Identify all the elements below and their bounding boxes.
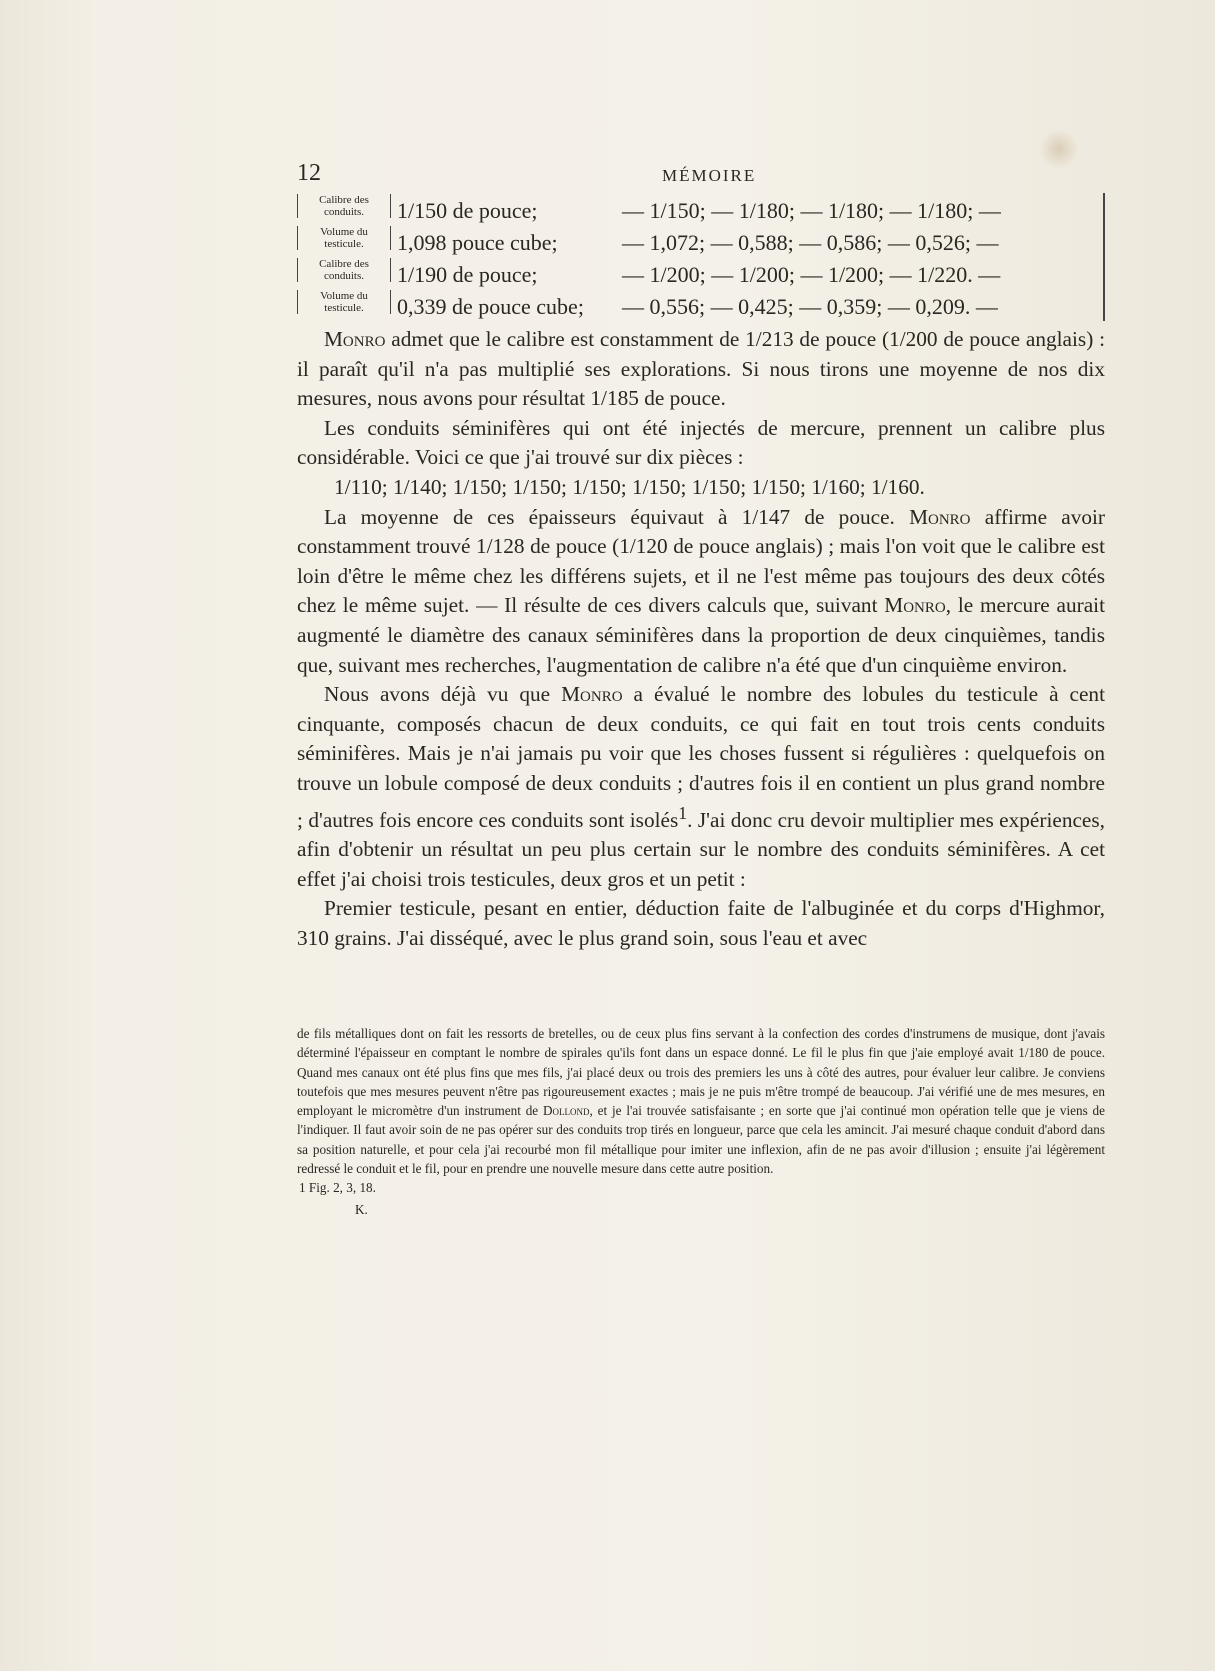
row-first-value: 1,098 pouce cube; [397,230,558,255]
row-label: Volume du testicule. [297,226,391,250]
row-label: Volume du testicule. [297,290,391,314]
paragraph-text: . J'ai donc cru devoir multiplier mes expériences, afin d'obtenir un résultat un peu plus certain sur le nombre des conduits séminifères. A cet effet j'ai choisi trois testicules, deux gros et un petit : [297,807,1105,891]
footnotes [297,1024,1105,1219]
measurement-table [297,193,1105,321]
paragraph [297,325,1105,414]
table-brace [1095,193,1105,321]
paragraph-text: a évalué le nombre des lobules du testicule à cent cinquante, composés chacun de deux conduits, ce qui fait en tout trois cents conduits séminifères. Mais je n'ai jamais pu voir que les choses fussent si régulières : quelquefois on trouve un lobule composé de deux conduits ; d'autres fois il en contient un plus grand nombre ; d'autres fois encore ces conduits sont isolés [297,682,1105,832]
paragraph [297,894,1105,953]
row-label: Calibre des conduits. [297,258,391,282]
row-values: — 0,556; — 0,425; — 0,359; — 0,209. — [622,294,998,319]
footnote-text-part: de fils métalliques dont on fait les ressorts de bretelles, ou de ceux plus fins servant à la confection des cordes d'instrumens de musique, dont j'avais déterminé l'épaisseur en comptant le nombre de spirales qu'ils font dans un espace donné. Le fil le plus fin que j'aie employé avait 1/180 de pouce. Quand mes canaux ont été plus fins que mes fils, j'ai placé deux ou trois des premiers les uns à côté des autres, pour évaluer leur calibre. Je conviens toutefois que mes mesures peuvent n'être pas rigoureusement exactes ; mais je ne puis m'être trompé de beaucoup. J'ai vérifié une de mes mesures, en employant le micromètre d'un instrument de [297,1026,1105,1119]
paragraph-text: 1/110; 1/140; 1/150; 1/150; 1/150; 1/150; 1/150; 1/150; 1/160; 1/160. [334,474,925,499]
author-name: Monro [561,682,623,707]
row-values: — 1,072; — 0,588; — 0,586; — 0,526; — [622,230,999,255]
signature-mark: K. [355,1201,368,1217]
paragraph-text: Nous avons déjà vu que [324,682,562,707]
measurement-list [297,473,1105,503]
row-first-value: 1/150 de pouce; [397,198,538,223]
row-values: — 1/150; — 1/180; — 1/180; — 1/180; — [622,198,1001,223]
paragraph-text: Les conduits séminifères qui ont été injectés de mercure, prennent un calibre plus considérable. Voici ce que j'ai trouvé sur dix pièces : [297,415,1105,470]
row-first-value: 1/190 de pouce; [397,262,538,287]
paragraph [297,503,1105,681]
table-row [297,225,1105,257]
footnote-reference: 1 Fig. 2, 3, 18. [299,1180,376,1196]
footnote-text-part: , et je l'ai trouvée satisfaisante ; en sorte que j'ai continué mon opération telle que je viens de l'indiquer. Il faut avoir soin de ne pas opérer sur des conduits trop tirés en longueur, parce que cela les amincit. J'ai mesuré chaque conduit d'abord dans sa position naturelle, et pour cela j'ai recourbé mon fil métallique pour imiter une inflexion, afin de ne pas avoir d'illusion ; ensuite j'ai légèrement redressé le conduit et le fil, pour en prendre une nouvelle mesure dans cette autre position. [297,1103,1105,1177]
author-name: Monro [909,504,971,529]
footnote-text [297,1024,1105,1178]
author-name: Dollond [543,1103,590,1119]
table-row [297,193,1105,225]
paragraph-text: Premier testicule, pesant en entier, déduction faite de l'albuginée et du corps d'Highmor, 310 grains. J'ai disséqué, avec le plus grand soin, sous l'eau et avec [297,896,1105,950]
row-values: — 1/200; — 1/200; — 1/200; — 1/220. — [622,262,1001,287]
author-name: Monro [324,327,386,351]
paragraph-text: La moyenne de ces épaisseurs équivaut à 1/147 de pouce. [324,504,910,529]
paragraph-text: , le mercure aurait augmenté le diamètre des canaux séminifères dans la proportion de deux cinquièmes, tandis que, suivant mes recherches, l'augmentation de calibre n'a été que d'un cinquième environ. [297,593,1105,677]
footnote-marker: 1 [678,802,688,823]
row-first-value: 0,339 de pouce cube; [397,294,584,319]
table-row [297,257,1105,289]
paragraph [297,414,1105,473]
body-text [297,325,1105,954]
paragraph [297,680,1105,894]
page-number: 12 [297,160,321,186]
row-label: Calibre des conduits. [297,194,391,218]
author-name: Monro [884,593,946,618]
running-title: MÉMOIRE [662,166,757,185]
paragraph-text: affirme avoir constamment trouvé 1/128 de pouce (1/120 de pouce anglais) ; mais l'on voit que le calibre est loin d'être le même chez les différens sujets, et il ne l'est même pas toujours des deux côtés chez le même sujet. — Il résulte de ces divers calculs que, suivant [297,504,1105,618]
page-header [297,160,1105,188]
paragraph-text: admet que le calibre est constamment de 1/213 de pouce (1/200 de pouce anglais) : il paraît qu'il n'a pas multiplié ses explorations. Si nous tirons une moyenne de nos dix mesures, nous avons pour résultat 1/185 de pouce. [297,327,1105,411]
table-row [297,289,1105,321]
